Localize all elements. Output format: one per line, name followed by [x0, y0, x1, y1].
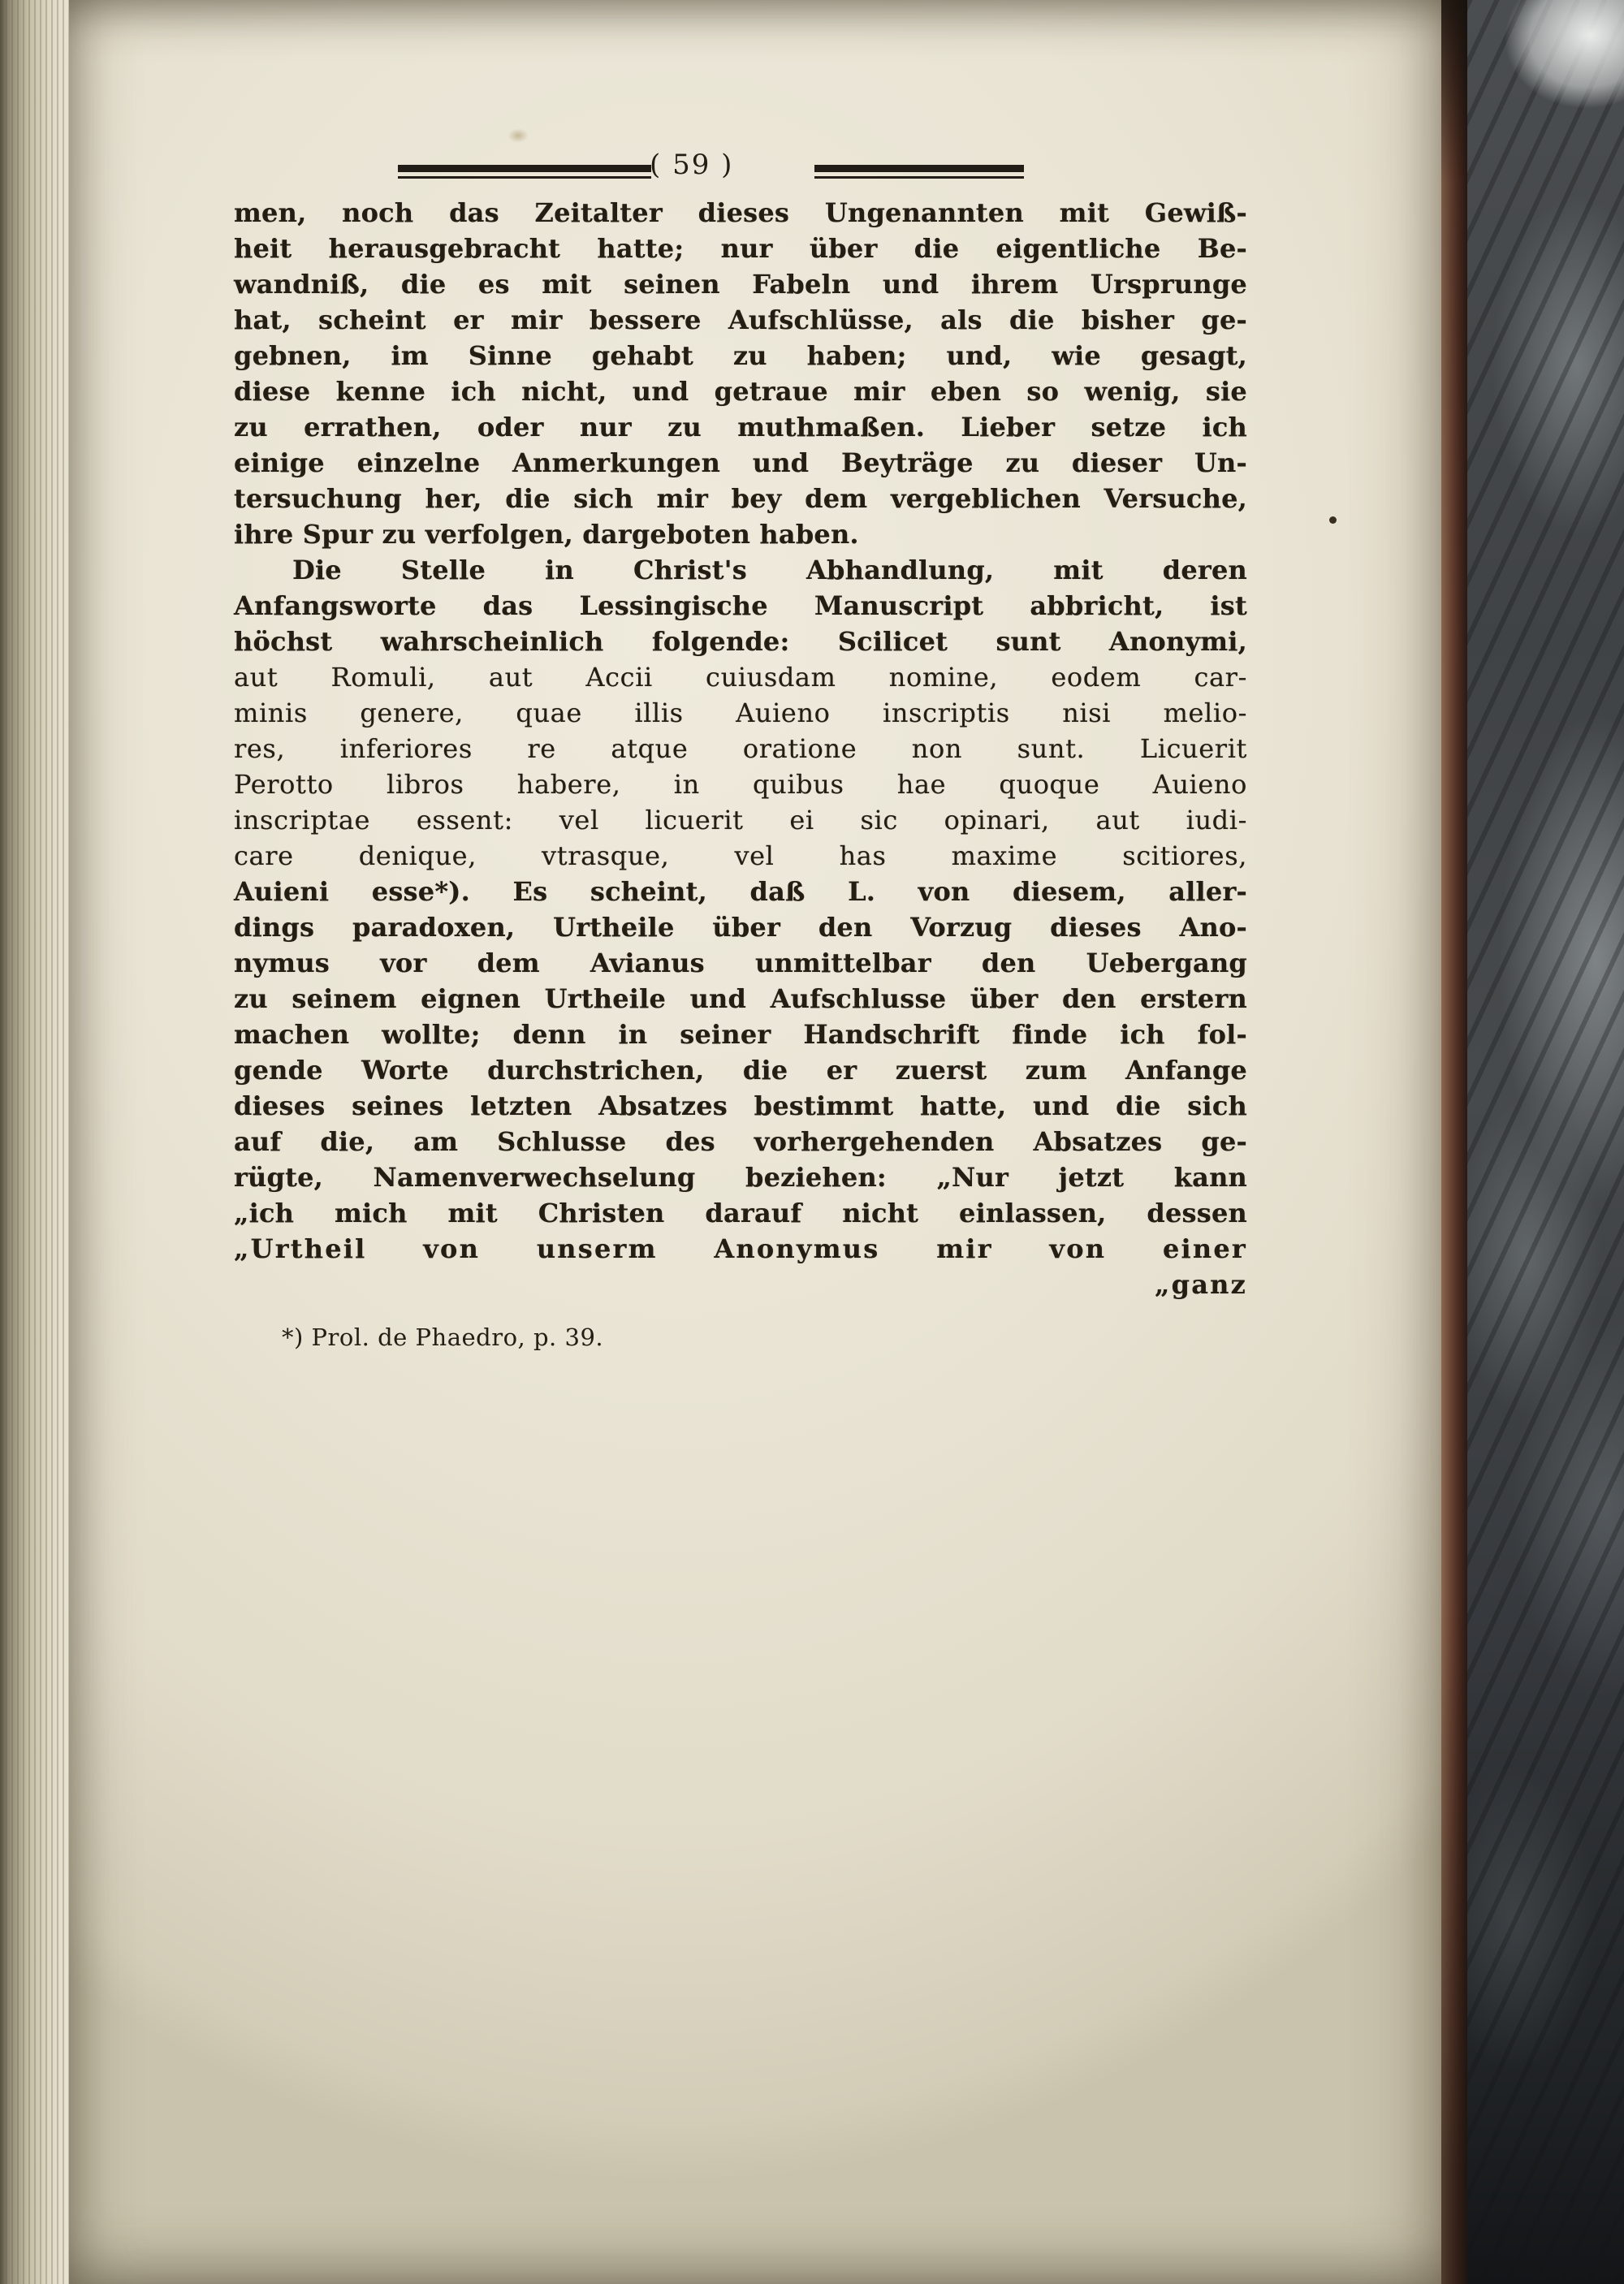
text-line: res, inferiores re atque oratione non sunt. Licuerit [234, 733, 1247, 764]
worn-corner [1475, 0, 1624, 160]
text-line: diese kenne ich nicht, und getraue mir eben so wenig, sie [234, 376, 1247, 407]
text-line: inscriptae essent: vel licuerit ei sic opinari, aut iudi- [234, 805, 1247, 835]
text-line: „ganz [1155, 1269, 1247, 1300]
header-rule-right [814, 165, 1024, 179]
page-stack-edge [0, 0, 75, 2284]
text-line: nymus vor dem Avianus unmittelbar den Uebergang [234, 948, 1247, 978]
footnote: *) Prol. de Phaedro, p. 39. [282, 1323, 604, 1351]
text-line: Auieni esse*). Es scheint, daß L. von diesem, aller- [234, 876, 1247, 907]
text-line: wandniß, die es mit seinen Fabeln und ihrem Ursprunge [234, 269, 1247, 300]
text-line: gebnen, im Sinne gehabt zu haben; und, wie gesagt, [234, 340, 1247, 371]
text-line: Anfangsworte das Lessingische Manuscript abbricht, ist [234, 590, 1247, 621]
text-line: rügte, Namenverwechselung beziehen: „Nur jetzt kann [234, 1162, 1247, 1193]
text-line: höchst wahrscheinlich folgende: Scilicet sunt Anonymi, [234, 626, 1247, 657]
stain-spot [508, 128, 529, 143]
ink-speck [1329, 516, 1337, 524]
book-page [69, 0, 1441, 2284]
page-number: ( 59 ) [650, 149, 734, 181]
marbled-cover [1467, 0, 1624, 2284]
text-line: gende Worte durchstrichen, die er zuerst zum Anfange [234, 1055, 1247, 1086]
text-line: aut Romuli, aut Accii cuiusdam nomine, eodem car- [234, 662, 1247, 693]
text-line: Die Stelle in Christ's Abhandlung, mit deren [292, 555, 1247, 585]
text-line: men, noch das Zeitalter dieses Ungenannten mit Gewiß- [234, 197, 1247, 228]
text-line: heit herausgebracht hatte; nur über die eigentliche Be- [234, 233, 1247, 264]
text-line: zu errathen, oder nur zu muthmaßen. Lieber setze ich [234, 412, 1247, 443]
text-line: tersuchung her, die sich mir bey dem vergeblichen Versuche, [234, 483, 1247, 514]
text-line: machen wollte; denn in seiner Handschrift finde ich fol- [234, 1019, 1247, 1050]
page-edges [1441, 0, 1467, 2284]
text-line: einige einzelne Anmerkungen und Beyträge zu dieser Un- [234, 447, 1247, 478]
text-line: ihre Spur zu verfolgen, dargeboten haben. [234, 519, 859, 550]
text-line: zu seinem eignen Urtheile und Aufschlusse über den erstern [234, 983, 1247, 1014]
text-line: minis genere, quae illis Auieno inscriptis nisi melio- [234, 697, 1247, 728]
text-line: care denique, vtrasque, vel has maxime scitiores, [234, 840, 1247, 871]
header-rule-left [398, 165, 651, 179]
text-line: Perotto libros habere, in quibus hae quoque Auieno [234, 769, 1247, 800]
text-line: dings paradoxen, Urtheile über den Vorzug dieses Ano- [234, 912, 1247, 943]
text-line: „ich mich mit Christen darauf nicht einlassen, dessen [234, 1198, 1247, 1228]
text-line: „Urtheil von unserm Anonymus mir von einer [234, 1233, 1247, 1264]
text-line: hat, scheint er mir bessere Aufschlüsse, als die bisher ge- [234, 304, 1247, 335]
text-block [234, 195, 1247, 1302]
text-line: dieses seines letzten Absatzes bestimmt hatte, und die sich [234, 1090, 1247, 1121]
text-line: auf die, am Schlusse des vorhergehenden Absatzes ge- [234, 1126, 1247, 1157]
